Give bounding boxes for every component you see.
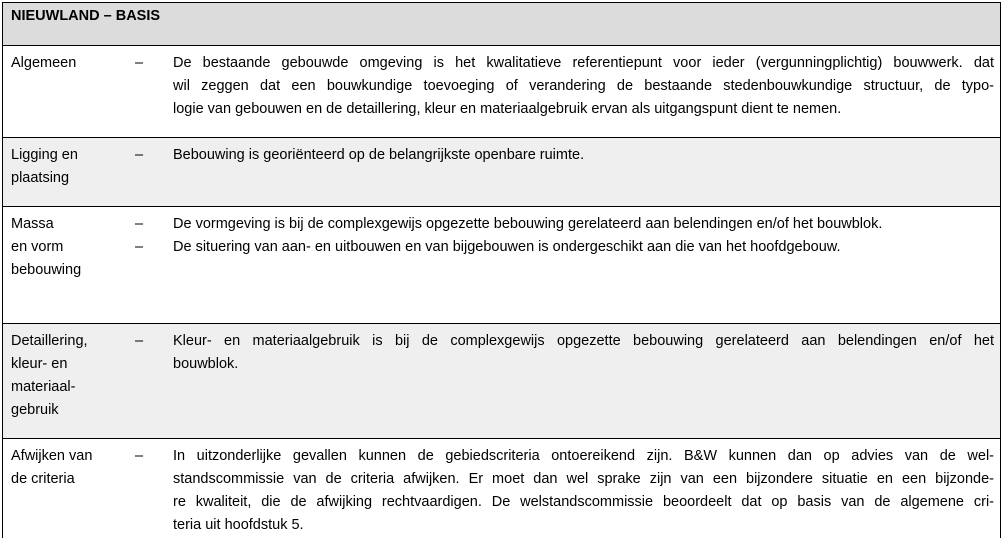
row-label-line: Afwijken van: [11, 448, 93, 464]
criterion-item: [133, 52, 994, 121]
dash-bullet: –: [135, 333, 144, 349]
row-label: [11, 445, 116, 491]
row-label-line: Massa: [11, 216, 54, 232]
criterion-line: De situering van aan- en uitbouwen en van bijgebouwen is ondergeschikt aan die van het hoofdgebouw.: [173, 239, 841, 255]
row-items: [133, 144, 994, 167]
criterion-line: De vormgeving is bij de complexgewijs opgezette bebouwing gerelateerd aan belendingen en/of het bouwblok.: [173, 216, 883, 232]
criterion-item: [133, 330, 994, 376]
row-label-line: bebouwing: [11, 262, 82, 278]
table-title: NIEUWLAND – BASIS: [11, 8, 161, 24]
row-label: [11, 144, 116, 190]
table-header: [3, 2, 1000, 46]
criterion-item: [133, 144, 994, 167]
row-label: [11, 213, 116, 282]
row-label-line: materiaal-: [11, 379, 76, 395]
row-label-line: kleur- en: [11, 356, 68, 372]
dash-bullet: –: [135, 239, 144, 255]
criterion-item: [133, 445, 994, 537]
row-label-line: gebruik: [11, 402, 59, 418]
row-items: [133, 52, 994, 121]
criterion-line: In uitzonderlijke gevallen kunnen de gebiedscriteria ontoereikend zijn. B&W kunnen dan op advies van de wel-: [173, 448, 994, 464]
row-label-line: plaatsing: [11, 170, 70, 186]
row-label-line: de criteria: [11, 471, 75, 487]
criterion-line: logie van gebouwen en de detaillering, kleur en materiaalgebruik ervan als uitgangspunt dient te nemen.: [173, 101, 842, 117]
row-detaillering: [3, 324, 1000, 439]
row-massa: [3, 207, 1000, 324]
criterion-item: [133, 213, 994, 236]
dash-bullet: –: [135, 216, 144, 232]
row-label: [11, 52, 116, 75]
row-label-line: Detaillering,: [11, 333, 88, 349]
criterion-line: bouwblok.: [173, 356, 239, 372]
criterion-item: [133, 236, 994, 259]
criterion-line: teria uit hoofdstuk 5.: [173, 517, 304, 533]
row-label-line: Algemeen: [11, 55, 77, 71]
criterion-line: Kleur- en materiaalgebruik is bij de complexgewijs opgezette bebouwing gerelateerd aan belendingen en/of het: [173, 333, 994, 349]
dash-bullet: –: [135, 448, 144, 464]
row-items: [133, 330, 994, 376]
dash-bullet: –: [135, 55, 144, 71]
row-items: [133, 445, 994, 537]
row-label: [11, 330, 116, 422]
criterion-line: De bestaande gebouwde omgeving is het kwalitatieve referentiepunt voor ieder (vergunningplichtig) bouwwerk. dat: [173, 55, 994, 71]
row-items: [133, 213, 994, 259]
dash-bullet: –: [135, 147, 144, 163]
row-afwijken: [3, 439, 1000, 538]
row-algemeen: [3, 46, 1000, 138]
criteria-table: [2, 2, 1001, 538]
row-ligging: [3, 138, 1000, 207]
criterion-line: standscommissie van de criteria afwijken. Er moet dan wel sprake zijn van een bijzondere situatie en een bijzonde-: [173, 471, 994, 487]
criterion-line: wil zeggen dat een bouwkundige toevoeging of verandering de bestaande stedenbouwkundige structuur, de typo-: [173, 78, 994, 94]
criterion-line: re kwaliteit, die de afwijking rechtvaardigen. De welstandscommissie beoordeelt dat op basis van de algemene cri-: [173, 494, 994, 510]
row-label-line: Ligging en: [11, 147, 78, 163]
criterion-line: Bebouwing is georiënteerd op de belangrijkste openbare ruimte.: [173, 147, 585, 163]
row-label-line: en vorm: [11, 239, 64, 255]
